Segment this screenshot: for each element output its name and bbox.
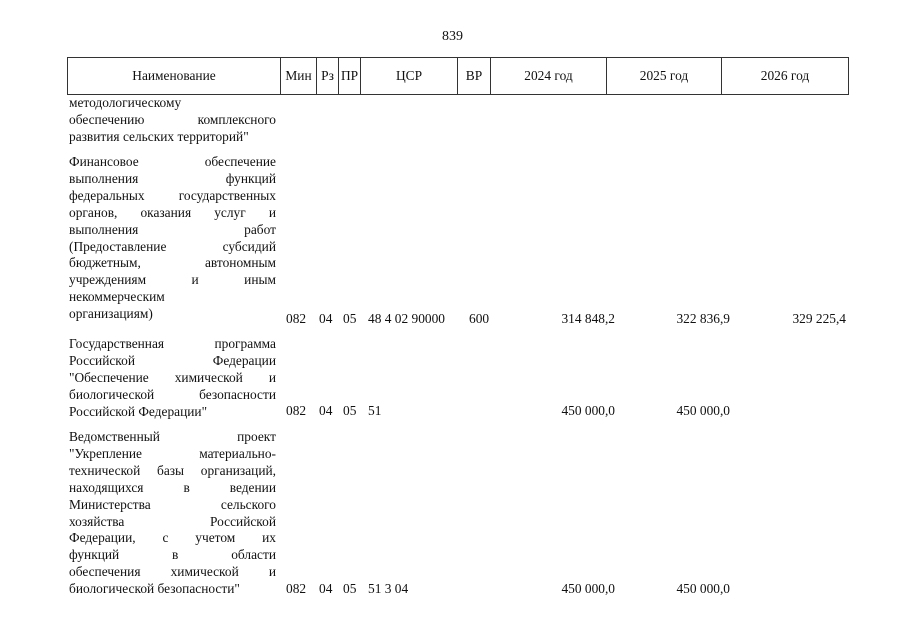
description-line: обеспечению комплексного xyxy=(69,111,276,127)
description-line: Российской Федерации" xyxy=(69,403,208,419)
cell-pr: 05 xyxy=(343,581,357,596)
description-line: органов, оказания услуг и xyxy=(69,204,276,220)
cell-2024: 450 000,0 xyxy=(561,403,615,418)
description-line: биологической безопасности xyxy=(69,386,276,402)
description-line: Федерации, с учетом их xyxy=(69,530,276,546)
cell-rz: 04 xyxy=(319,403,333,418)
cell-2026: 329 225,4 xyxy=(792,311,846,326)
header-pr: ПР xyxy=(339,58,361,95)
description-line: "Обеспечение химической и xyxy=(69,369,276,385)
cell-2024: 314 848,2 xyxy=(561,311,615,326)
header-csr: ЦСР xyxy=(361,58,458,95)
header-rz: Рз xyxy=(317,58,339,95)
row-description xyxy=(69,154,276,323)
header-2026: 2026 год xyxy=(722,58,849,95)
row-description xyxy=(69,429,276,598)
description-line: Государственная программа xyxy=(69,336,276,351)
description-line: некоммерческим xyxy=(69,289,165,305)
header-vr: ВР xyxy=(458,58,491,95)
cell-2024: 450 000,0 xyxy=(561,581,615,596)
cell-pr: 05 xyxy=(343,403,357,418)
description-line: выполнения работ xyxy=(69,221,276,237)
description-line: биологической безопасности" xyxy=(69,581,240,597)
cell-rz: 04 xyxy=(319,581,333,596)
description-line: Ведомственный проект xyxy=(69,429,276,444)
cell-csr: 48 4 02 90000 xyxy=(368,311,445,326)
description-line: хозяйства Российской xyxy=(69,513,276,529)
description-line: организациям) xyxy=(69,306,153,322)
description-line: развития сельских территорий" xyxy=(69,128,249,144)
description-line: обеспечения химической и xyxy=(69,564,276,580)
header-2025: 2025 год xyxy=(607,58,722,95)
description-line: учреждениям и иным xyxy=(69,272,276,288)
description-line: выполнения функций xyxy=(69,170,276,186)
cell-2025: 450 000,0 xyxy=(676,581,730,596)
description-line: Министерства сельского xyxy=(69,496,276,512)
cell-min: 082 xyxy=(286,581,307,596)
description-line: технической базы организаций, xyxy=(69,462,276,478)
cell-rz: 04 xyxy=(319,311,333,326)
cell-csr: 51 3 04 xyxy=(368,581,409,596)
page-number: 839 xyxy=(442,29,463,44)
header-2024: 2024 год xyxy=(491,58,607,95)
cell-csr: 51 xyxy=(368,403,382,418)
cell-2025: 450 000,0 xyxy=(676,403,730,418)
row-description xyxy=(69,95,276,146)
row-description xyxy=(69,336,276,421)
description-line: функций в области xyxy=(69,547,276,563)
header-name: Наименование xyxy=(68,58,281,95)
cell-min: 082 xyxy=(286,403,307,418)
description-line: (Предоставление субсидий xyxy=(69,238,276,254)
cell-vr: 600 xyxy=(469,311,490,326)
cell-pr: 05 xyxy=(343,311,357,326)
description-line: Российской Федерации xyxy=(69,352,276,368)
cell-min: 082 xyxy=(286,311,307,326)
description-line: бюджетным, автономным xyxy=(69,255,276,271)
header-min: Мин xyxy=(281,58,317,95)
description-line: Финансовое обеспечение xyxy=(69,154,276,169)
description-line: находящихся в ведении xyxy=(69,479,276,495)
description-line: федеральных государственных xyxy=(69,187,276,203)
cell-2025: 322 836,9 xyxy=(676,311,730,326)
description-line: методологическому xyxy=(69,95,182,110)
description-line: "Укрепление материально- xyxy=(69,445,276,461)
